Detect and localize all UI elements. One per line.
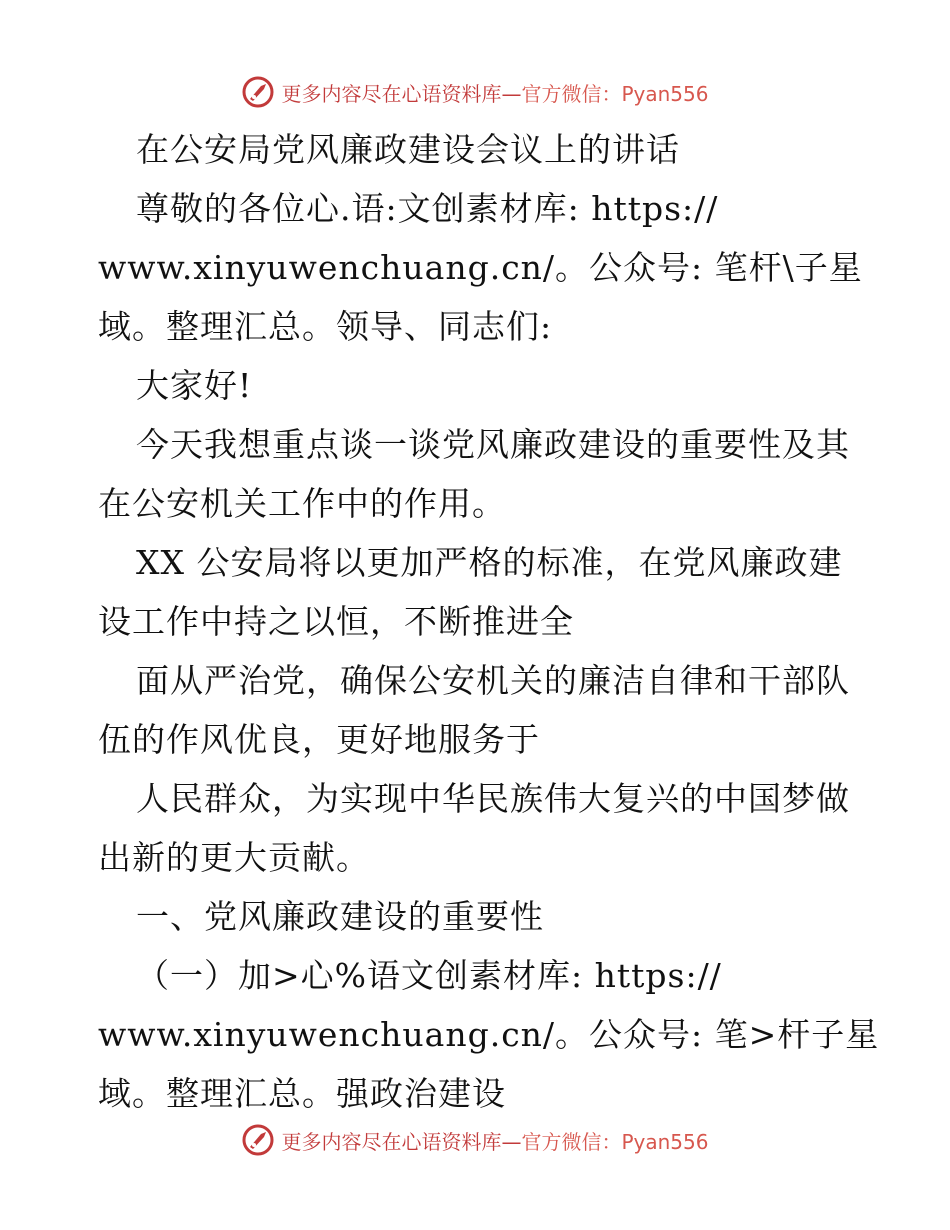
paragraph-line: 大家好! — [136, 366, 253, 405]
section-heading: 一、党风廉政建设的重要性 — [136, 897, 544, 936]
document-body — [98, 120, 880, 1123]
paragraph-line: XX 公安局将以更加严格的标准，在党风廉政建 — [136, 543, 843, 582]
banner-wechat-text: 官方微信：Pyan556 — [521, 81, 709, 106]
paragraph-line: 在公安机关工作中的作用。 — [98, 484, 506, 523]
paragraph-line: 伍的作风优良，更好地服务于 — [98, 720, 540, 759]
paragraph-line: 设工作中持之以恒，不断推进全 — [98, 602, 574, 641]
banner-text — [281, 1126, 708, 1155]
pen-nib-logo-icon — [241, 75, 275, 109]
paragraph-line: 面从严治党，确保公安机关的廉洁自律和干部队 — [136, 661, 850, 700]
pen-nib-logo-icon — [241, 1123, 275, 1157]
paragraph-line: 今天我想重点谈一谈党风廉政建设的重要性及其 — [136, 425, 850, 464]
paragraph-line: www.xinyuwenchuang.cn/。公众号: 笔>杆子星 — [98, 1015, 880, 1054]
header-watermark-banner — [0, 72, 950, 112]
banner-wechat-text: 官方微信：Pyan556 — [521, 1129, 709, 1154]
banner-text — [281, 78, 708, 107]
paragraph-line: 人民群众，为实现中华民族伟大复兴的中国梦做 — [136, 779, 850, 818]
banner-main-text: 更多内容尽在心语资料库 — [281, 1129, 502, 1154]
paragraph-line: www.xinyuwenchuang.cn/。公众号: 笔杆\子星 — [98, 248, 863, 287]
subsection-heading: （一）加>心%语文创素材库: https:// — [136, 956, 722, 995]
banner-dash: — — [501, 81, 522, 106]
banner-dash: — — [501, 1129, 522, 1154]
document-title: 在公安局党风廉政建设会议上的讲话 — [136, 130, 680, 169]
banner-main-text: 更多内容尽在心语资料库 — [281, 81, 502, 106]
paragraph-line: 域。整理汇总。领导、同志们: — [98, 307, 553, 346]
paragraph-line: 尊敬的各位心.语:文创素材库: https:// — [136, 189, 719, 228]
footer-watermark-banner — [0, 1120, 950, 1160]
paragraph-line: 域。整理汇总。强政治建设 — [98, 1074, 506, 1113]
paragraph-line: 出新的更大贡献。 — [98, 838, 370, 877]
